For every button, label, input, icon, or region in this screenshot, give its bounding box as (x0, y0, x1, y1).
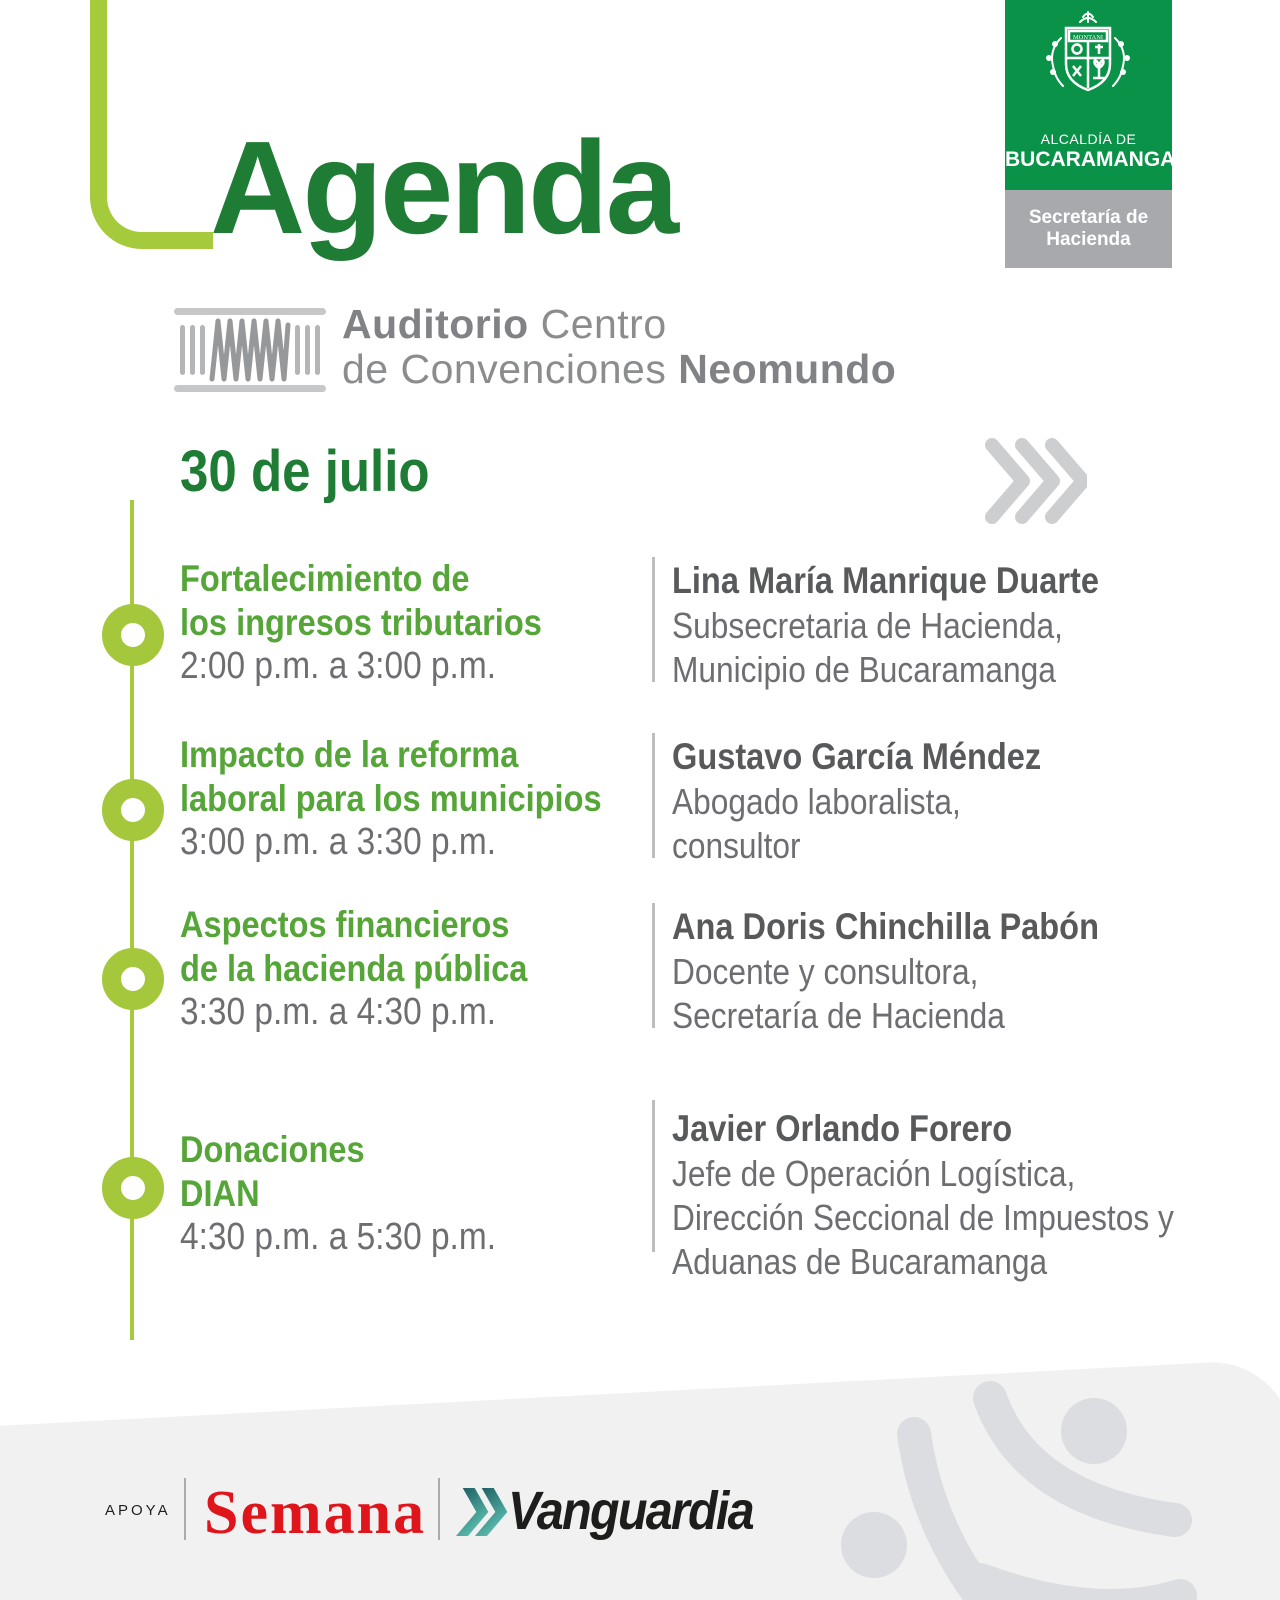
session-title: Donaciones DIAN (180, 1129, 365, 1214)
alcaldia-label: ALCALDÍA DE (1040, 131, 1137, 147)
page-title: Agenda (210, 114, 677, 261)
column-divider (652, 557, 655, 682)
badge-dept-block (1005, 190, 1172, 268)
session-time: 3:30 p.m. a 4:30 p.m. (180, 991, 497, 1033)
session-title: Aspectos financieros de la hacienda pública (180, 904, 528, 989)
speaker-name: Ana Doris Chinchilla Pabón (672, 906, 1099, 947)
apoya-label: APOYA (105, 1502, 171, 1519)
session-time: 2:00 p.m. a 3:00 p.m. (180, 645, 497, 687)
footer-divider (438, 1478, 440, 1540)
vanguardia-chevrons-icon (455, 1486, 509, 1538)
column-divider (652, 733, 655, 858)
neomundo-logo-icon (172, 308, 328, 392)
timeline-dot-icon (102, 948, 164, 1010)
footer-divider (184, 1478, 186, 1540)
dept-line1: Secretaría de (1028, 207, 1149, 228)
shield-motto: MONTANI (1072, 34, 1104, 41)
pinwheel-decoration-icon (830, 1330, 1280, 1600)
session-time: 3:00 p.m. a 3:30 p.m. (180, 821, 497, 863)
bucaramanga-coat-of-arms-icon (1033, 8, 1143, 126)
session-title: Fortalecimiento de los ingresos tributarios (180, 558, 542, 643)
column-divider (652, 903, 655, 1028)
speaker-role: Docente y consultora, Secretaría de Hacienda (672, 951, 1005, 1036)
venue-line1: Auditorio Centro (342, 301, 667, 347)
vanguardia-logo: Vanguardia (508, 1481, 753, 1541)
bucaramanga-label: BUCARAMANGA (1005, 148, 1176, 171)
speaker-name: Javier Orlando Forero (672, 1108, 1013, 1149)
session-title: Impacto de la reforma laboral para los municipios (180, 734, 602, 819)
semana-logo: Semana (204, 1479, 427, 1547)
timeline-dot-icon (102, 779, 164, 841)
session-time: 4:30 p.m. a 5:30 p.m. (180, 1216, 497, 1258)
speaker-role: Abogado laboralista, consultor (672, 781, 961, 866)
speaker-name: Gustavo García Méndez (672, 736, 1042, 777)
venue-text (342, 302, 896, 392)
column-divider (652, 1100, 655, 1252)
bucaramanga-badge (1005, 0, 1176, 268)
venue-line2: de Convenciones Neomundo (342, 346, 897, 392)
speaker-role: Subsecretaria de Hacienda, Municipio de Bucaramanga (672, 605, 1063, 690)
date-heading: 30 de julio (180, 439, 430, 504)
dept-line2: Hacienda (1046, 229, 1131, 250)
triple-chevron-icon (983, 436, 1087, 526)
speaker-role: Jefe de Operación Logística, Dirección Seccional de Impuestos y Aduanas de Bucaramanga (672, 1153, 1174, 1282)
speaker-name: Lina María Manrique Duarte (672, 560, 1099, 601)
corner-bracket-shape (90, 0, 213, 249)
timeline-dot-icon (102, 1157, 164, 1219)
timeline-dot-icon (102, 604, 164, 666)
badge-green-block (1005, 0, 1176, 190)
